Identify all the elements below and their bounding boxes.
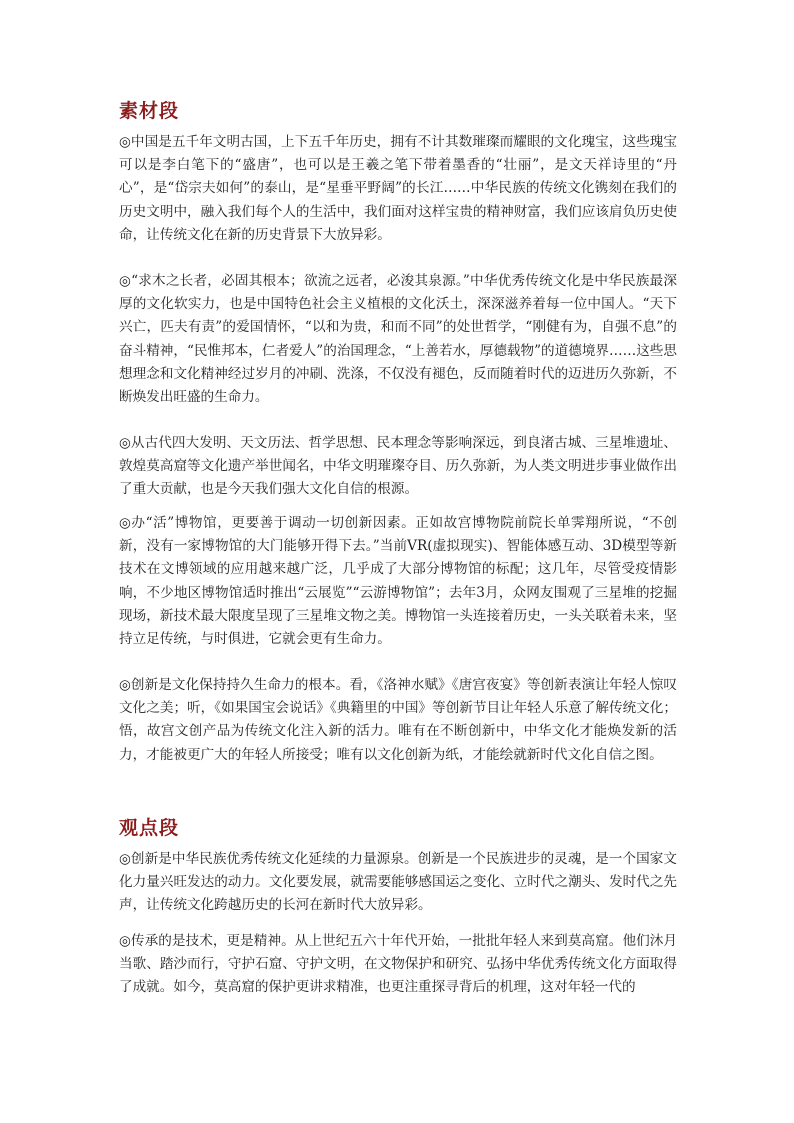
viewpoint-paragraph-1: ◎创新是中华民族优秀传统文化延续的力量源泉。创新是一个民族进步的灵魂，是一个国家文化力量兴旺发达的动力。文化要发展，就需要能够感国运之变化、立时代之潮头、发时代之先声，让传统文化跨越历史的长河在新时代大放异彩。: [119, 851, 677, 914]
viewpoint-paragraph-2: ◎传承的是技术，更是精神。从上世纪五六十年代开始，一批批年轻人来到莫高窟。他们沐月当歌、踏沙而行，守护石窟、守护文明，在文物保护和研究、弘扬中华优秀传统文化方面取得了成就。如今，莫高窟的保护更讲求精准，也更注重探寻背后的机理，这对年轻一代的: [119, 933, 677, 996]
material-paragraph-5: ◎创新是文化保持持久生命力的根本。看，《洛神水赋》《唐宫夜宴》等创新表演让年轻人惊叹文化之美；听，《如果国宝会说话》《典籍里的中国》等创新节目让年轻人乐意了解传统文化；悟，故宫文创产品为传统文化注入新的活力。唯有在不断创新中，中华文化才能焕发新的活力，才能被更广大的年轻人所接受；唯有以文化创新为纸，才能绘就新时代文化自信之图。: [119, 677, 677, 763]
material-paragraph-2: ◎“求木之长者，必固其根本；欲流之远者，必浚其泉源。”中华优秀传统文化是中华民族最深厚的文化软实力，也是中国特色社会主义植根的文化沃土，深深滋养着每一位中国人。“天下兴亡，匹夫有责”的爱国情怀，“以和为贵，和而不同”的处世哲学，“刚健有为，自强不息”的奋斗精神，“民惟邦本，仁者爱人”的治国理念，“上善若水，厚德载物”的道德境界……这些思想理念和文化精神经过岁月的冲刷、洗涤，不仅没有褪色，反而随着时代的迈进历久弥新，不断焕发出旺盛的生命力。: [119, 273, 677, 406]
material-paragraph-3: ◎从古代四大发明、天文历法、哲学思想、民本理念等影响深远，到良渚古城、三星堆遗址、敦煌莫高窟等文化遗产举世闻名，中华文明璀璨夺目、历久弥新，为人类文明进步事业做作出了重大贡献，也是今天我们强大文化自信的根源。: [119, 435, 677, 498]
section-heading-viewpoints: 观点段: [119, 817, 180, 839]
section-heading-materials: 素材段: [119, 100, 180, 122]
material-paragraph-4: ◎办“活”博物馆，更要善于调动一切创新因素。正如故宫博物院前院长单霁翔所说，“不创新，没有一家博物馆的大门能够开得下去。”当前VR(虚拟现实)、智能体感互动、3D模型等新技术在文博领域的应用越来越广泛，几乎成了大部分博物馆的标配；这几年，尽管受疫情影响，不少地区博物馆适时推出“云展览”“云游博物馆”；去年3月，众网友围观了三星堆的挖掘现场，新技术最大限度呈现了三星堆文物之美。博物馆一头连接着历史，一头关联着未来，坚持立足传统，与时俱进，它就会更有生命力。: [119, 515, 677, 648]
material-paragraph-1: ◎中国是五千年文明古国，上下五千年历史，拥有不计其数璀璨而耀眼的文化瑰宝，这些瑰宝可以是李白笔下的“盛唐”，也可以是王羲之笔下带着墨香的“壮丽”，是文天祥诗里的“丹心”，是“岱宗夫如何”的泰山，是“星垂平野阔”的长江……中华民族的传统文化镌刻在我们的历史文明中，融入我们每个人的生活中，我们面对这样宝贵的精神财富，我们应该肩负历史使命，让传统文化在新的历史背景下大放异彩。: [119, 134, 677, 243]
